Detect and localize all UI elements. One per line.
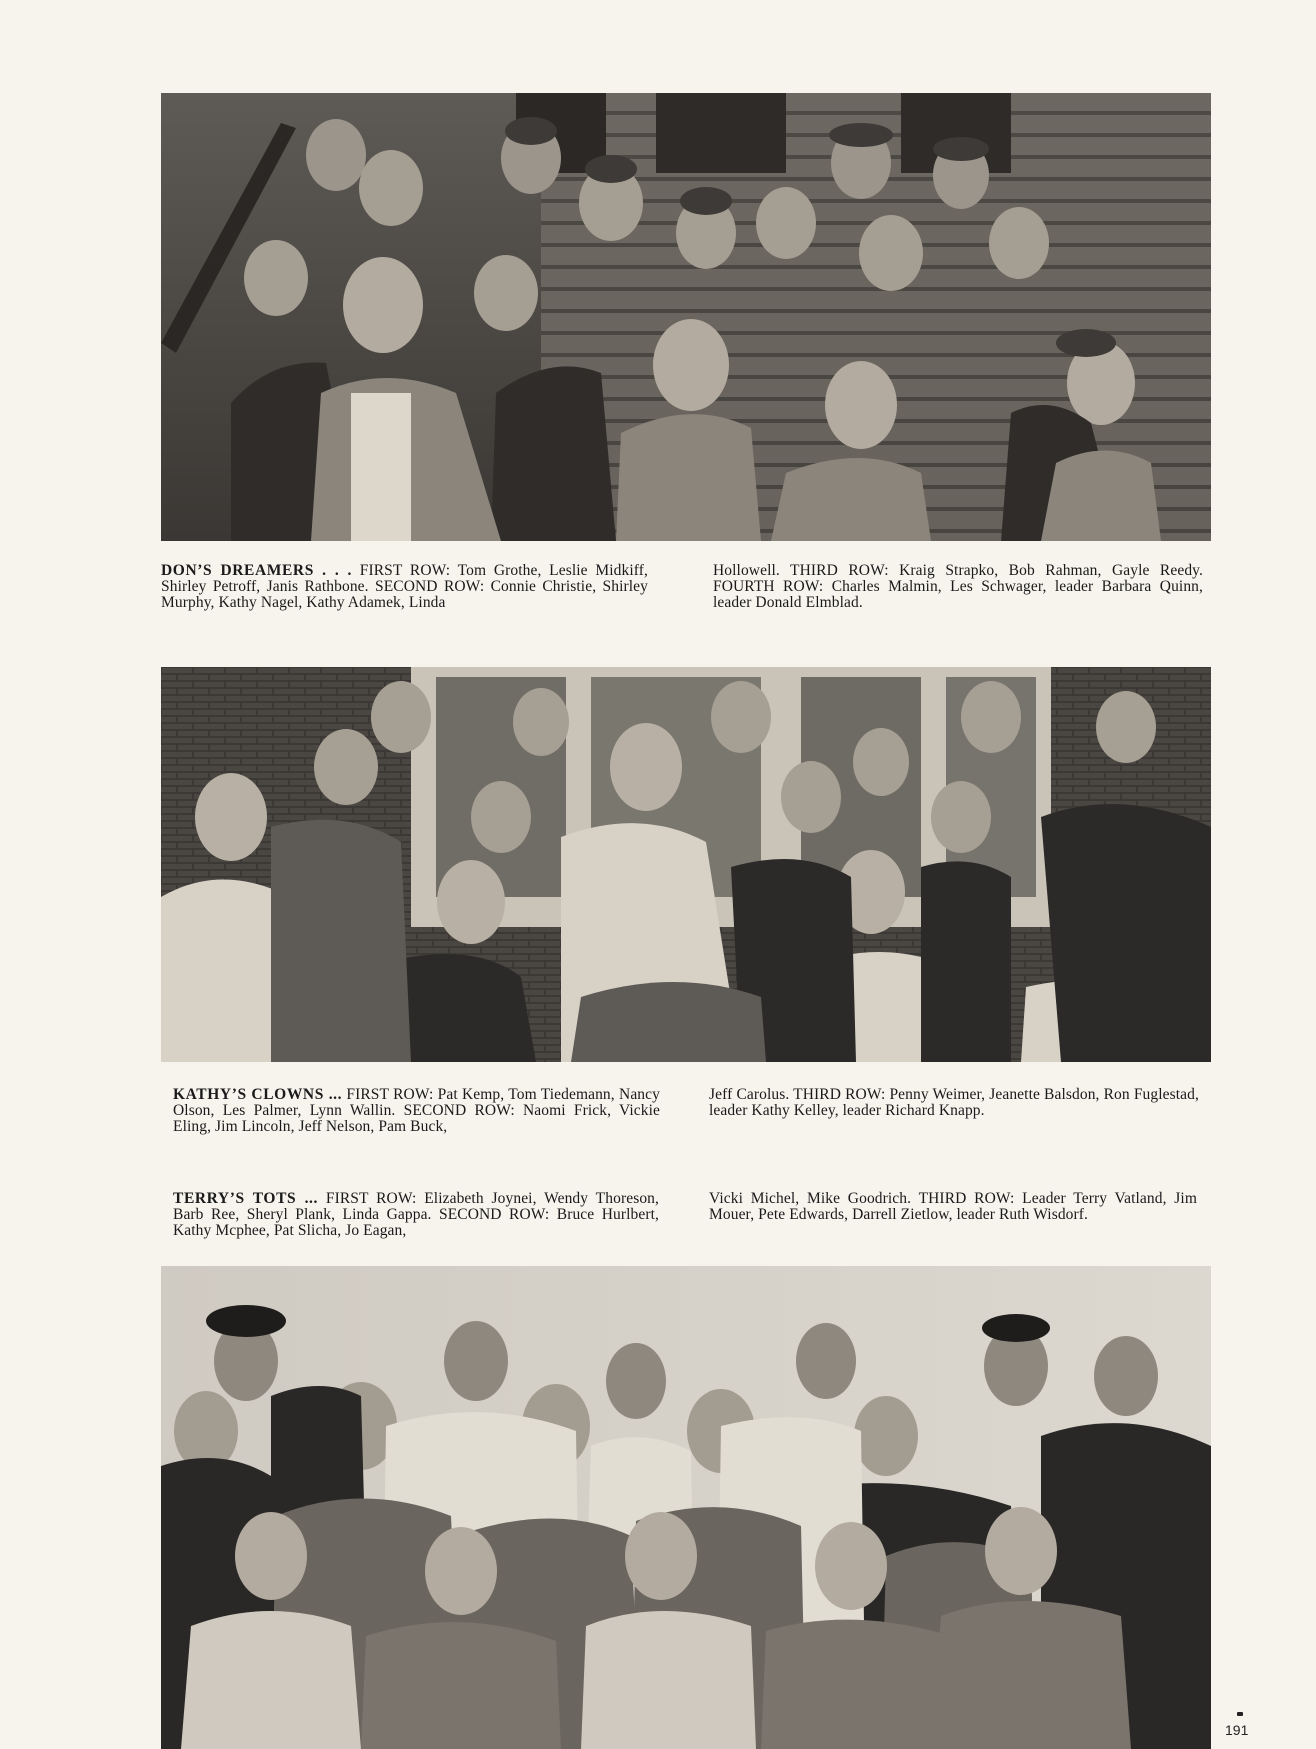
caption-dons-dreamers-left — [161, 563, 648, 611]
photo-dons-dreamers — [161, 93, 1211, 541]
caption-text: Jeff Carolus. THIRD ROW: Penny Weimer, Jeanette Balsdon, Ron Fuglestad, leader Kathy Kelley, leader Richard Knapp. — [709, 1086, 1199, 1119]
group-name: TERRY’S TOTS ... — [173, 1190, 318, 1207]
group-name: KATHY’S CLOWNS ... — [173, 1086, 343, 1103]
caption-text: FIRST ROW: Tom Grothe, Leslie Midkiff, Shirley Petroff, Janis Rathbone. SECOND ROW: Connie Christie, Shirley Murphy, Kathy Nagel, Kathy Adamek, Linda — [161, 562, 648, 611]
caption-terrys-tots-left — [173, 1191, 659, 1239]
group-photo-terrys-tots — [161, 1266, 1211, 1749]
caption-text: Hollowell. THIRD ROW: Kraig Strapko, Bob Rahman, Gayle Reedy. FOURTH ROW: Charles Malmin, Les Schwager, leader Barbara Quinn, leader Donald Elmblad. — [713, 562, 1203, 611]
page-number-mark — [1237, 1712, 1243, 1716]
group-photo-dons-dreamers — [161, 93, 1211, 541]
group-name: DON’S DREAMERS . . . — [161, 562, 353, 579]
caption-text: FIRST ROW: Elizabeth Joynei, Wendy Thoreson, Barb Ree, Sheryl Plank, Linda Gappa. SECOND ROW: Bruce Hurlbert, Kathy Mcphee, Pat Slicha, Jo Eagan, — [173, 1190, 659, 1239]
caption-text: FIRST ROW: Pat Kemp, Tom Tiedemann, Nancy Olson, Les Palmer, Lynn Wallin. SECOND ROW: Naomi Frick, Vickie Eling, Jim Lincoln, Jeff Nelson, Pam Buck, — [173, 1086, 660, 1135]
caption-kathys-clowns-right — [709, 1087, 1199, 1119]
caption-terrys-tots-right — [709, 1191, 1197, 1223]
caption-text: Vicki Michel, Mike Goodrich. THIRD ROW: Leader Terry Vatland, Jim Mouer, Pete Edwards, Darrell Zietlow, leader Ruth Wisdorf. — [709, 1190, 1197, 1223]
page-number: 191 — [1225, 1722, 1249, 1738]
group-photo-kathys-clowns — [161, 667, 1211, 1062]
photo-terrys-tots — [161, 1266, 1211, 1749]
caption-dons-dreamers-right — [713, 563, 1203, 611]
photo-kathys-clowns — [161, 667, 1211, 1062]
caption-kathys-clowns-left — [173, 1087, 660, 1135]
